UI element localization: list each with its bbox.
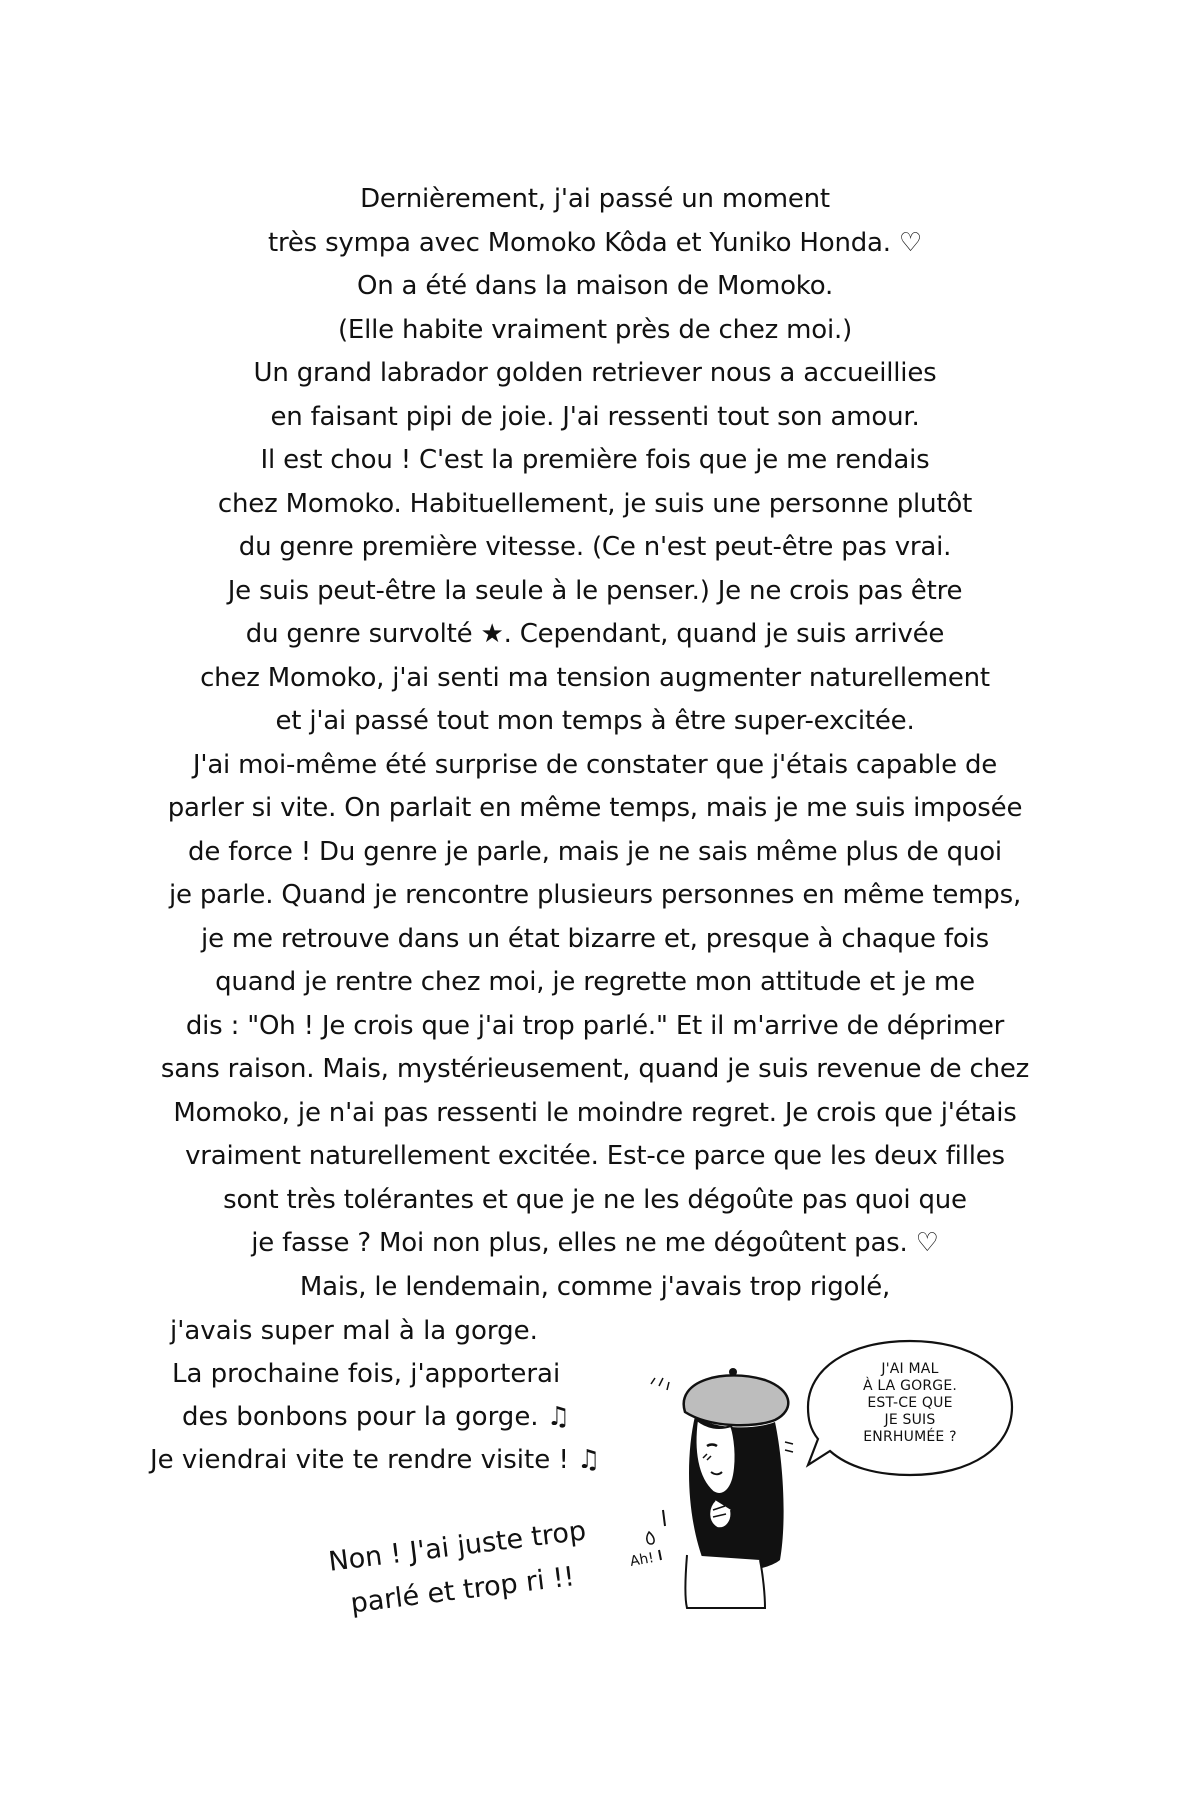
letter-line: (Elle habite vraiment près de chez moi.) [337, 314, 853, 345]
closing-line: des bonbons pour la gorge. ♫ [182, 1402, 571, 1432]
letter-line: J'ai moi-même été surprise de constater que j'étais capable de [192, 749, 998, 780]
speech-line: EST-CE QUE [867, 1395, 953, 1411]
remark-line: parlé et trop ri !! [348, 1561, 577, 1620]
letter-line: de force ! Du genre je parle, mais je ne sais même plus de quoi [188, 836, 1002, 867]
closing-line: Je viendrai vite te rendre visite ! ♫ [150, 1445, 601, 1475]
letter-line: je parle. Quand je rencontre plusieurs personnes en même temps, [168, 880, 1022, 910]
letter-line: sans raison. Mais, mystérieusement, quand je suis revenue de chez [160, 1054, 1030, 1084]
letter-line: en faisant pipi de joie. J'ai ressenti tout son amour. [270, 401, 920, 432]
speech-line: ENRHUMÉE ? [863, 1429, 957, 1445]
letter-line: Il est chou ! C'est la première fois que je me rendais [260, 445, 930, 475]
letter-line: chez Momoko. Habituellement, je suis une personne plutôt [217, 488, 973, 519]
letter-line: très sympa avec Momoko Kôda et Yuniko Honda. ♡ [267, 227, 923, 258]
closing-line: j'avais super mal à la gorge. [170, 1316, 538, 1346]
letter-line: du genre première vitesse. (Ce n'est peut-être pas vrai. [238, 532, 952, 562]
speech-bubble [800, 1335, 1020, 1485]
girl-drawing-icon [615, 1350, 805, 1610]
letter-line: du genre survolté ★. Cependant, quand je suis arrivée [245, 619, 945, 649]
closing-line: La prochaine fois, j'apporterai [172, 1359, 561, 1389]
handwritten-letter-text [120, 178, 1070, 1309]
letter-line: Un grand labrador golden retriever nous a accueillies [253, 358, 937, 388]
bottom-handwritten-remark [306, 1507, 614, 1631]
remark-line: Non ! J'ai juste trop [326, 1515, 588, 1578]
letter-line: chez Momoko, j'ai senti ma tension augmenter naturellement [200, 662, 990, 693]
letter-line: quand je rentre chez moi, je regrette mon attitude et je me [215, 967, 975, 997]
ah-sound-effect: Ah! [628, 1550, 656, 1570]
speech-line: À LA GORGE. [862, 1378, 958, 1394]
letter-line: parler si vite. On parlait en même temps, mais je me suis imposée [167, 793, 1023, 823]
speech-line: J'AI MAL [881, 1361, 939, 1377]
letter-line: Momoko, je n'ai pas ressenti le moindre regret. Je crois que j'étais [173, 1097, 1017, 1128]
letter-line: je me retrouve dans un état bizarre et, presque à chaque fois [201, 923, 989, 954]
letter-line: et j'ai passé tout mon temps à être super-excitée. [275, 706, 915, 736]
letter-line: Mais, le lendemain, comme j'avais trop rigolé, [299, 1271, 891, 1302]
letter-line: je fasse ? Moi non plus, elles ne me dégoûtent pas. ♡ [251, 1228, 939, 1258]
letter-line: dis : "Oh ! Je crois que j'ai trop parlé." Et il m'arrive de déprimer [185, 1010, 1005, 1041]
girl-with-beret-illustration [615, 1350, 805, 1610]
speech-line: JE SUIS [884, 1412, 936, 1428]
speech-bubble-text [830, 1361, 990, 1446]
letter-line: Je suis peut-être la seule à le penser.) Je ne crois pas être [227, 575, 963, 606]
letter-line: vraiment naturellement excitée. Est-ce parce que les deux filles [185, 1141, 1005, 1171]
letter-line: On a été dans la maison de Momoko. [356, 271, 834, 301]
letter-line: sont très tolérantes et que je ne les dégoûte pas quoi que [223, 1184, 967, 1215]
letter-line: Dernièrement, j'ai passé un moment [360, 184, 830, 214]
